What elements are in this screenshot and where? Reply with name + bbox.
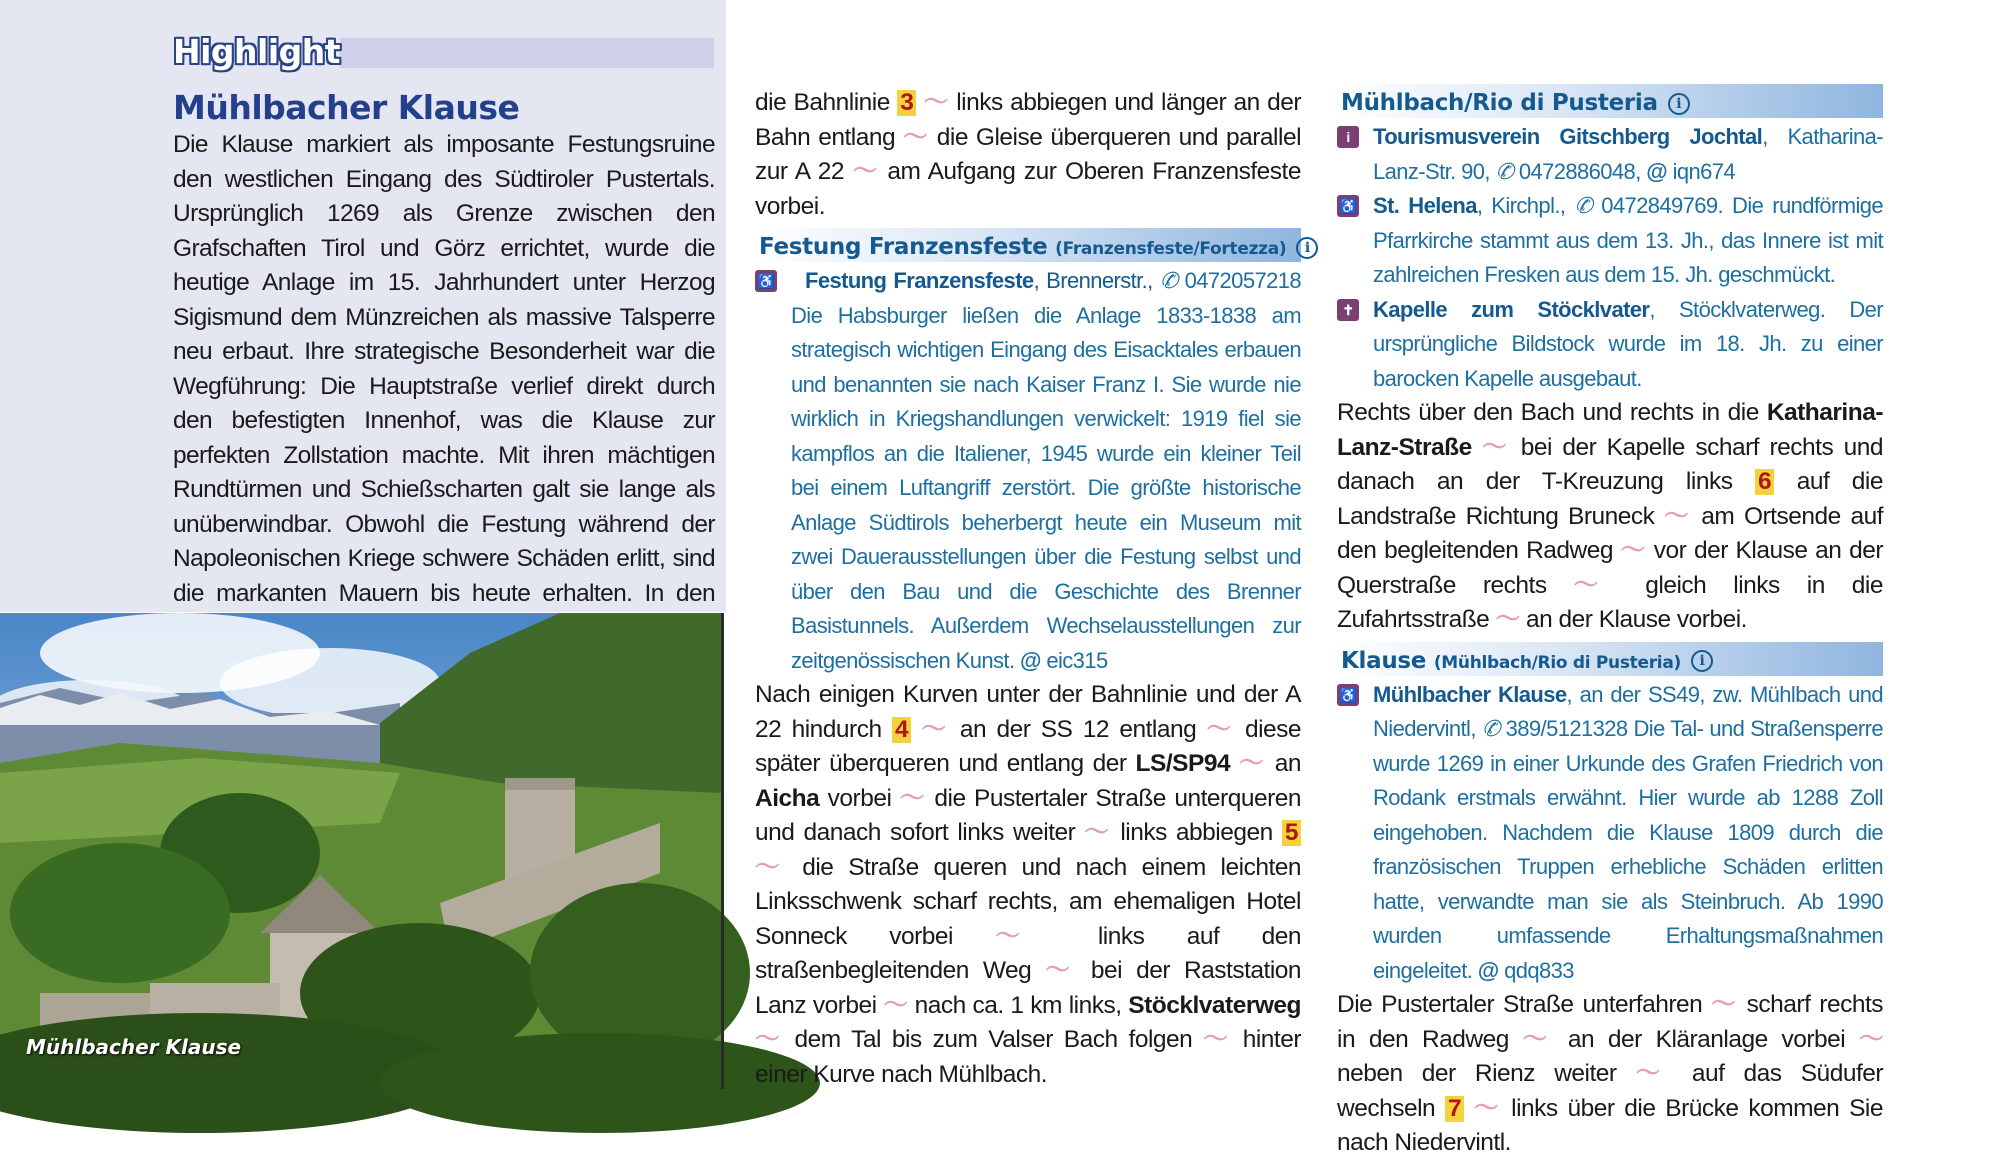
squiggle-icon: 〜 — [1859, 1025, 1884, 1053]
poi-name: Mühlbacher Klause — [1373, 681, 1567, 707]
photo-muehlbacher-klause — [0, 613, 721, 1089]
waypoint-number: 5 — [1282, 820, 1301, 846]
route-paragraph-1: Rechts über den Bach und rechts in die Katharina-Lanz-Straße 〜 bei der Kapelle scharf rechts und danach an der T-Kreuzung links 6 auf die Landstraße Richtung Bruneck 〜 am Ortsende auf den begleitenden Radweg 〜 vor der Klause an der Querstraße rechts 〜 gleich links in die Zufahrtsstraße 〜 an der Klause vorbei. — [1337, 399, 1884, 633]
info-icon: i — [1691, 650, 1713, 672]
squiggle-icon: 〜 — [1203, 1026, 1232, 1053]
highlight-title: Mühlbacher Klause — [173, 88, 520, 127]
route-paragraph-intro: die Bahnlinie 3 〜 links abbiegen und länger an der Bahn entlang 〜 die Gleise überqueren und parallel zur A 22 〜 am Aufgang zur Oberen Franzensfeste vorbei. — [755, 89, 1302, 220]
squiggle-icon: 〜 — [899, 784, 926, 812]
waypoint-number: 7 — [1445, 1096, 1464, 1122]
squiggle-icon: 〜 — [1084, 819, 1112, 846]
phone-icon: ✆ — [1159, 268, 1178, 293]
squiggle-icon: 〜 — [995, 922, 1056, 950]
squiggle-icon: 〜 — [1495, 606, 1520, 633]
poi-name: Tourismusverein Gitschberg Jochtal — [1373, 124, 1763, 149]
highlight-label: Highlight — [173, 32, 341, 71]
poi-code: eic315 — [1046, 647, 1108, 673]
phone-icon: ✆ — [1574, 193, 1593, 218]
squiggle-icon: 〜 — [923, 89, 949, 116]
squiggle-icon: 〜 — [1473, 1094, 1502, 1122]
poi-code: iqn674 — [1672, 158, 1736, 184]
waypoint-number: 4 — [892, 717, 911, 743]
section-title: Klause (Mühlbach/Rio di Pusteria) i — [1341, 644, 1713, 681]
route-paragraph-main: Nach einigen Kurven unter der Bahnlinie und der A 22 hindurch 4 〜 an der SS 12 entlang 〜 diese später überqueren und entlang der LS/SP94 〜 an Aicha vorbei 〜 die Pustertaler Straße unterqueren und danach sofort links weiter 〜 links abbiegen 5 〜 die Straße queren und nach einem leichten Linksschwenk scharf rechts, am ehemaligen Hotel Sonneck vorbei 〜 links auf den straßenbegleitenden Weg 〜 bei der Raststation Lanz vorbei 〜 nach ca. 1 km links, Stöcklvaterweg 〜 dem Tal bis zum Valser Bach folgen 〜 hinter einer Kurve nach Mühlbach. — [755, 681, 1302, 1088]
at-icon: @ — [1646, 158, 1668, 184]
squiggle-icon: 〜 — [921, 715, 950, 743]
highlight-bar — [340, 38, 714, 68]
info-icon: i — [1668, 93, 1690, 115]
accessible-icon: ♿ — [1337, 684, 1359, 706]
section-header-muehlbach — [1337, 84, 1883, 118]
phone-number: 0472849769 — [1601, 193, 1718, 218]
squiggle-icon: 〜 — [1711, 991, 1738, 1018]
info-icon: i — [1296, 237, 1318, 259]
column-right — [1337, 84, 1883, 1161]
highlight-text: Die Klause markiert als imposante Festungsruine den westlichen Eingang des Südtiroler Pustertals. Ursprünglich 1269 als Grenze zwischen den Grafschaften Tirol und Görz errichtet, wurde die heutige Anlage im 15. Jahrhundert unter Herzog Sigismund dem Münzreichen als massive Talsperre neu erbaut. Ihre strategische Besonderheit war die Wegführung: Die Hauptstraße verlief direkt durch den befestigten Innenhof, was die Klause zur perfekten Zollstation machte. Mit ihren mächtigen Rundtürmen und Schießscharten galt sie lange als unüberwindbar. Obwohl die Festung während der Napoleonischen Kriege schwere Schäden erlitt, sind die markanten Mauern bis heute erhalten. In den — [173, 131, 715, 607]
squiggle-icon: 〜 — [1664, 502, 1692, 530]
photo-caption: Mühlbacher Klause — [26, 1035, 242, 1059]
poi-name: Kapelle zum Stöcklvater — [1373, 296, 1650, 322]
photo-divider — [721, 613, 724, 1089]
squiggle-icon: 〜 — [1482, 433, 1511, 461]
section-title: Mühlbach/Rio di Pusteria i — [1341, 86, 1690, 121]
phone-icon: ✆ — [1495, 158, 1514, 184]
squiggle-icon: 〜 — [1239, 750, 1266, 777]
section-title: Festung Franzensfeste (Franzensfeste/Fortezza) i — [759, 230, 1318, 267]
poi-name: St. Helena — [1373, 193, 1477, 218]
waypoint-number: 3 — [897, 90, 916, 116]
phone-number: 0472057218 — [1184, 268, 1301, 293]
accessible-icon: ♿ — [1337, 195, 1359, 217]
squiggle-icon: 〜 — [1620, 537, 1647, 564]
section-header-festung — [755, 228, 1310, 262]
squiggle-icon: 〜 — [903, 123, 929, 151]
squiggle-icon: 〜 — [755, 1026, 784, 1053]
poi-festung-franzensfeste: ♿ Festung Franzensfeste, Brennerstr., ✆ 0472057218 Die Habsburger ließen die Anlage 1833-1838 am strategisch wichtigen Eingang des Eisacktales erbauen und benannten sie nach Kaiser Franz I. Sie wurde nie wirklich in Kriegshandlungen verwickelt: 1919 fiel sie kampflos an die Italiener, 1945 wurde ein kleiner Teil bei einem Luftangriff zerstört. Die größte historische Anlage Südtirols beherbergt heute ein Museum mit zwei Dauerausstellungen über die Festung selbst und über den Bau und die Geschichte des Brenner Basistunnels. Außerdem Wechselausstellungen zur zeitgenössischen Kunst. @ eic315 — [755, 264, 1301, 678]
poi-st-helena: ♿ St. Helena, Kirchpl., ✆ 0472849769. Die rundförmige Pfarrkirche stammt aus dem 13. Jh., das Innere ist mit zahlreichen Fresken aus dem 15. Jh. geschmückt. — [1337, 189, 1883, 293]
waypoint-number: 6 — [1755, 469, 1774, 495]
route-paragraph-2: Die Pustertaler Straße unterfahren 〜 scharf rechts in den Radweg 〜 an der Kläranlage vorbei 〜 neben der Rienz weiter 〜 auf das Südufer wechseln 7 〜 links über die Brücke kommen Sie nach Niedervintl. — [1337, 991, 1884, 1156]
squiggle-icon: 〜 — [1635, 1060, 1673, 1087]
section-header-klause — [1337, 642, 1883, 676]
poi-name: Festung Franzensfeste — [805, 268, 1034, 293]
info-point-icon: i — [1337, 126, 1359, 148]
at-icon: @ — [1019, 647, 1041, 673]
landscape-illustration — [0, 613, 721, 1089]
chapel-icon: ✝ — [1337, 299, 1359, 321]
squiggle-icon: 〜 — [1573, 571, 1619, 599]
highlight-header — [173, 34, 714, 70]
phone-icon: ✆ — [1481, 716, 1500, 741]
phone-number: 389/5121328 — [1505, 716, 1628, 741]
poi-code: qdq833 — [1504, 957, 1574, 983]
poi-tourismusverein: i Tourismusverein Gitschberg Jochtal, Katharina-Lanz-Str. 90, ✆ 0472886048, @ iqn674 — [1337, 120, 1883, 189]
squiggle-icon: 〜 — [1045, 957, 1077, 984]
poi-kapelle: ✝ Kapelle zum Stöcklvater, Stöcklvaterweg. Der ursprüngliche Bildstock wurde im 18. Jh. zu einer barocken Kapelle ausgebaut. — [1337, 293, 1883, 397]
squiggle-icon: 〜 — [852, 158, 879, 185]
squiggle-icon: 〜 — [1522, 1025, 1555, 1053]
column-middle — [755, 86, 1310, 1092]
at-icon: @ — [1477, 957, 1499, 983]
squiggle-icon: 〜 — [1206, 715, 1235, 743]
accessible-icon: ♿ — [755, 270, 777, 292]
squiggle-icon: 〜 — [883, 991, 908, 1019]
poi-muehlbacher-klause: ♿ Mühlbacher Klause, an der SS49, zw. Mühlbach und Niedervintl, ✆ 389/5121328 Die Tal- und Straßensperre wurde 1269 in einer Urkunde des Grafen Friedrich von Rodank erstmals erwähnt. Hier wurde ab 1288 Zoll eingehoben. Nachdem die Klause 1809 durch die französischen Truppen erhebliche Schäden erlitten hatte, verwandte man sie als Steinbruch. Ab 1990 wurden umfassende Erhaltungsmaßnahmen eingeleitet. @ qdq833 — [1337, 678, 1883, 989]
squiggle-icon: 〜 — [755, 853, 788, 881]
phone-number: 0472886048 — [1518, 158, 1636, 184]
